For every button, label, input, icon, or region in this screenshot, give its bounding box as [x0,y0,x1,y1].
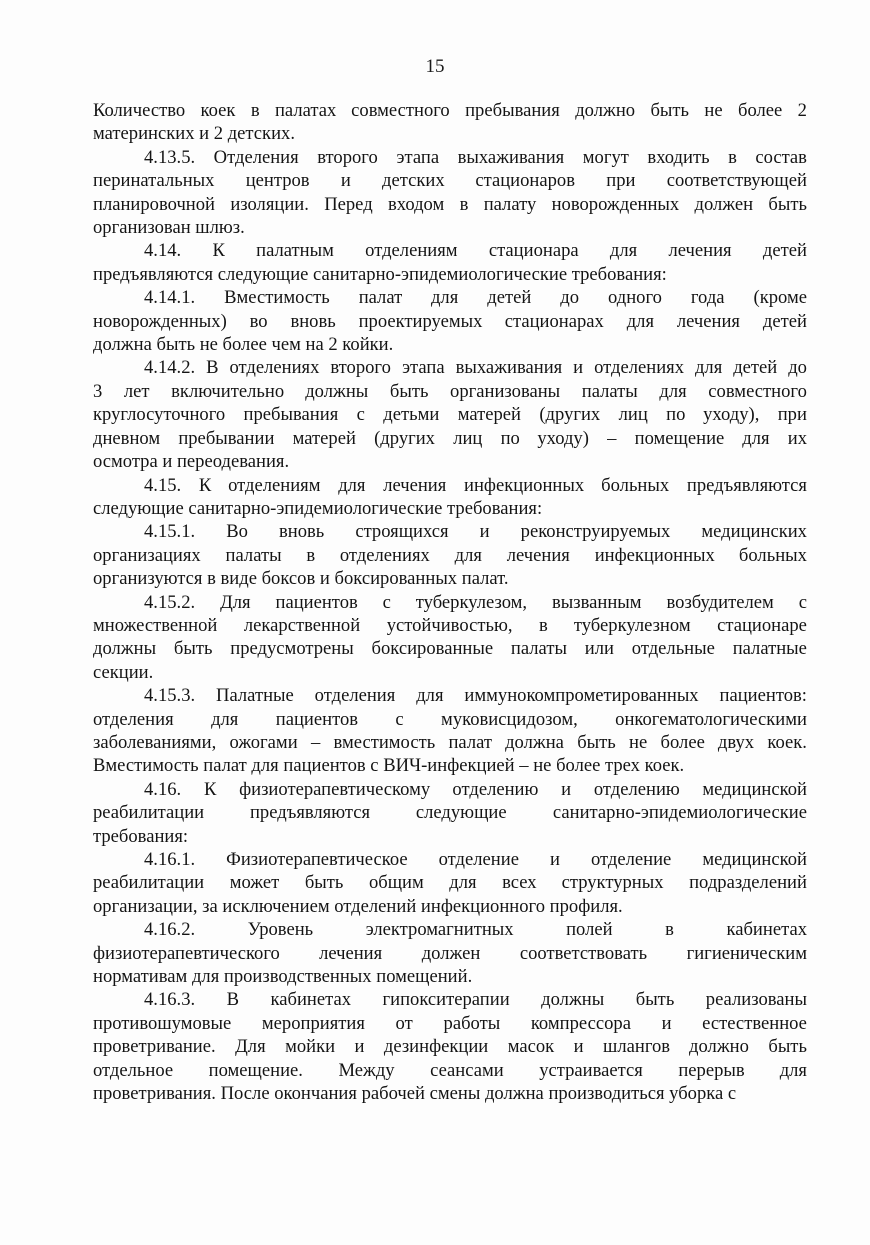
text-line: Вместимость палат для пациентов с ВИЧ-инфекцией – не более трех коек. [93,755,685,777]
text-line: 4.16. К физиотерапевтическому отделению и отделению медицинской [144,778,807,800]
text-line: 4.16.2. Уровень электромагнитных полей в кабинетах [144,919,807,941]
text-line: отдельное помещение. Между сеансами устраивается перерыв для [93,1059,807,1081]
text-line: проветривания. После окончания рабочей смены должна производиться уборка с [93,1083,737,1105]
text-line: 4.14. К палатным отделениям стационара для лечения детей [144,240,807,262]
text-line: реабилитации предъявляются следующие санитарно-эпидемиологические [93,802,807,824]
text-line: должны быть предусмотрены боксированные палаты или отдельные палатные [93,638,807,660]
paragraph [93,520,807,590]
text-line: секции. [93,661,154,683]
text-line: отделения для пациентов с муковисцидозом, онкогематологическими [93,708,807,730]
text-line: новорожденных) во вновь проектируемых стационарах для лечения детей [93,310,807,332]
text-line: реабилитации может быть общим для всех структурных подразделений [93,872,807,894]
text-line: множественной лекарственной устойчивостью, в туберкулезном стационаре [93,614,807,636]
page-number: 15 [425,56,445,77]
text-line: 3 лет включительно должны быть организованы палаты для совместного [93,380,807,402]
paragraph [93,988,807,1105]
text-line: 4.14.2. В отделениях второго этапа выхаживания и отделениях для детей до [144,357,807,379]
text-line: 4.13.5. Отделения второго этапа выхаживания могут входить в состав [144,146,807,168]
text-line: 4.16.1. Физиотерапевтическое отделение и отделение медицинской [144,849,807,870]
document-body [93,99,807,1105]
text-line: материнских и 2 детских. [93,123,295,145]
text-line: организациях палаты в отделениях для лечения инфекционных больных [93,544,807,566]
text-line: 4.15. К отделениям для лечения инфекционных больных предъявляются [144,474,807,496]
paragraph [93,99,807,146]
text-line: организуются в виде боксов и боксированных палат. [93,568,509,590]
paragraph [93,684,807,778]
text-line: организации, за исключением отделений инфекционного профиля. [93,895,623,917]
paragraph [93,918,807,988]
paragraph [93,474,807,521]
text-line: должна быть не более чем на 2 койки. [93,334,394,356]
text-line: противошумовые мероприятия от работы компрессора и естественное [93,1012,807,1034]
paragraph [93,146,807,240]
paragraph [93,239,807,286]
paragraph [93,778,807,848]
paragraph [93,356,807,473]
paragraph [93,591,807,685]
text-line: круглосуточного пребывания с детьми матерей (других лиц по уходу), при [93,404,807,426]
text-line: 4.15.3. Палатные отделения для иммунокомпрометированных пациентов: [144,685,807,707]
text-line: следующие санитарно-эпидемиологические требования: [93,497,543,519]
paragraph [93,286,807,356]
text-line: организован шлюз. [93,217,245,239]
text-line: предъявляются следующие санитарно-эпидемиологические требования: [93,263,667,285]
text-line: 4.14.1. Вместимость палат для детей до одного года (кроме [144,287,807,309]
paragraph [93,848,807,918]
text-line: физиотерапевтического лечения должен соответствовать гигиеническим [93,942,807,964]
text-line: требования: [93,825,189,847]
text-line: нормативам для производственных помещений. [93,966,473,988]
text-line: дневном пребывании матерей (других лиц по уходу) – помещение для их [93,427,807,449]
text-line: 4.15.1. Во вновь строящихся и реконструируемых медицинских [144,521,807,543]
text-line: перинатальных центров и детских стационаров при соответствующей [93,170,807,192]
text-line: осмотра и переодевания. [93,451,290,473]
text-line: 4.16.3. В кабинетах гипокситерапии должны быть реализованы [144,989,807,1011]
text-line: проветривание. Для мойки и дезинфекции масок и шлангов должно быть [93,1036,807,1058]
text-line: Количество коек в палатах совместного пребывания должно быть не более 2 [93,100,807,121]
text-line: планировочной изоляции. Перед входом в палату новорожденных должен быть [93,193,807,215]
text-line: 4.15.2. Для пациентов с туберкулезом, вызванным возбудителем с [144,591,807,613]
text-line: заболеваниями, ожогами – вместимость палат должна быть не более двух коек. [93,731,807,753]
